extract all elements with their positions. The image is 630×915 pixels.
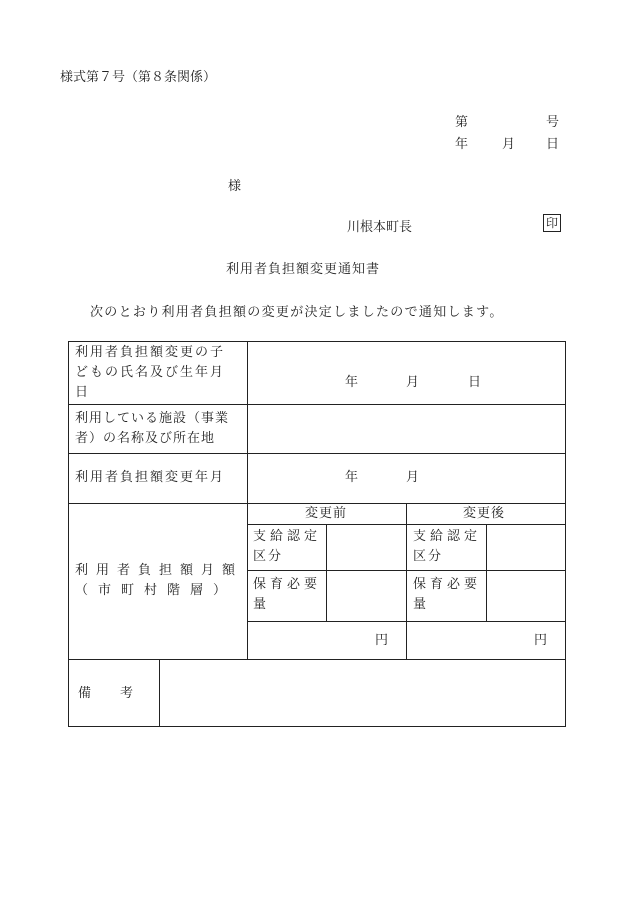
- col-divider: [406, 503, 407, 659]
- after-certification-label-line2: 区分: [413, 549, 444, 564]
- child-name-label-line2: どもの氏名及び生年月: [75, 365, 226, 380]
- col-divider: [326, 524, 327, 621]
- before-care-need-label-line2: 量: [253, 597, 269, 612]
- after-care-need-label-line2: 量: [413, 597, 429, 612]
- change-month: 月: [406, 470, 422, 485]
- issuer-name: 川根本町長: [347, 220, 413, 235]
- child-name-label-line1: 利用者負担額変更の子: [75, 345, 226, 360]
- row-divider: [68, 404, 566, 405]
- date-day: 日: [546, 137, 560, 152]
- row-divider: [68, 453, 566, 454]
- facility-label-line1: 利用している施設（事業: [75, 411, 230, 426]
- facility-label-line2: 者）の名称及び所在地: [75, 431, 216, 446]
- monthly-amount-label-line1: 利用者負担額月額: [75, 563, 244, 578]
- col-divider: [159, 659, 160, 727]
- before-yen-unit: 円: [375, 633, 391, 648]
- birth-month: 月: [406, 375, 422, 390]
- birth-day: 日: [468, 375, 484, 390]
- addressee-suffix: 様: [228, 179, 242, 194]
- body-text: 次のとおり利用者負担額の変更が決定しましたので通知します。: [90, 305, 504, 320]
- after-certification-label-line1: 支給認定: [413, 529, 482, 544]
- document-title: 利用者負担額変更通知書: [226, 262, 381, 277]
- before-certification-label-line1: 支給認定: [253, 529, 322, 544]
- remarks-label: 備 考: [78, 686, 135, 701]
- before-change-header: 変更前: [305, 506, 348, 521]
- after-yen-unit: 円: [534, 633, 550, 648]
- before-care-need-label-line1: 保育必要: [253, 577, 322, 592]
- child-name-label-line3: 日: [75, 385, 91, 400]
- date-year: 年: [455, 137, 469, 152]
- col-divider: [486, 524, 487, 621]
- change-year: 年: [345, 470, 361, 485]
- birth-year: 年: [345, 375, 361, 390]
- row-divider: [68, 659, 566, 660]
- seal-mark: 印: [543, 214, 561, 232]
- col-divider: [247, 341, 248, 659]
- change-date-label: 利用者負担額変更年月: [75, 470, 226, 485]
- number-prefix: 第: [455, 115, 469, 130]
- date-month: 月: [502, 137, 516, 152]
- before-certification-label-line2: 区分: [253, 549, 284, 564]
- number-suffix: 号: [546, 115, 560, 130]
- after-care-need-label-line1: 保育必要: [413, 577, 482, 592]
- after-change-header: 変更後: [463, 506, 506, 521]
- monthly-amount-label-line2: （市町村階層）: [75, 583, 237, 598]
- form-number: 様式第７号（第８条関係）: [60, 70, 217, 85]
